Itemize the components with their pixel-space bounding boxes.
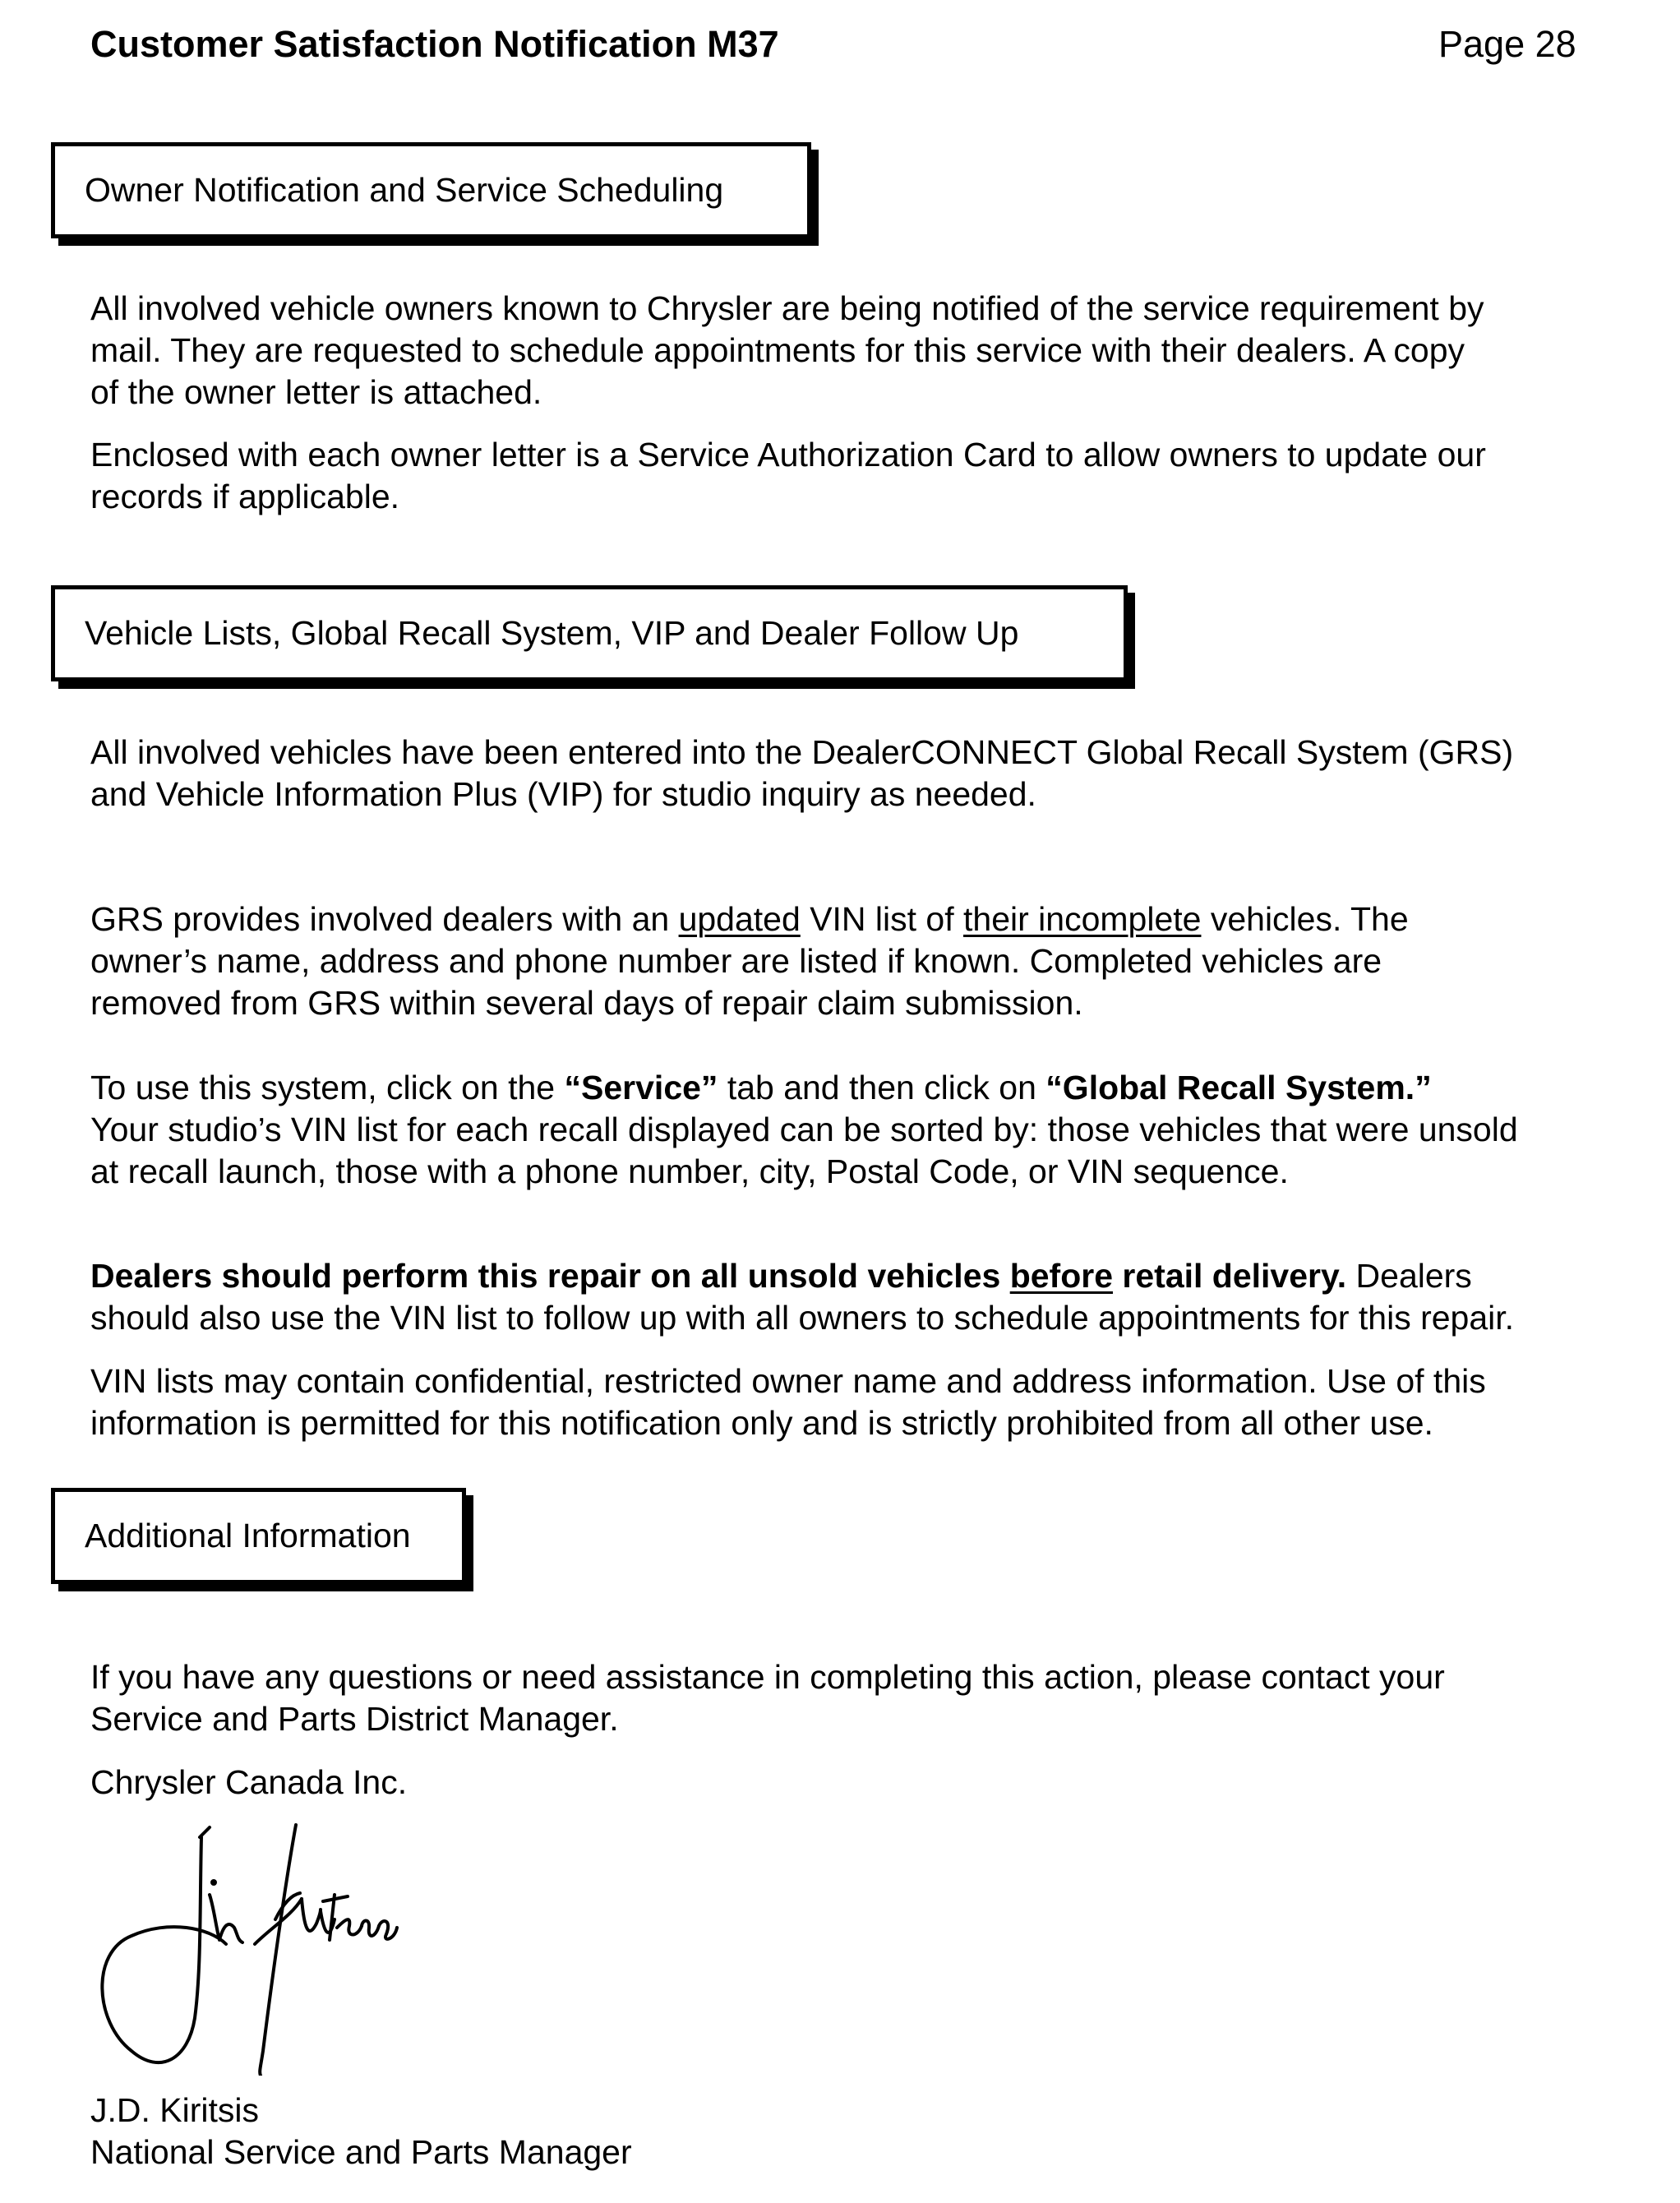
- text-line: information is permitted for this notification only and is strictly prohibited from all other use.: [90, 1404, 1433, 1442]
- paragraph-dealers-perform: [90, 1255, 1514, 1339]
- text-line: at recall launch, those with a phone number, city, Postal Code, or VIN sequence.: [90, 1152, 1289, 1190]
- paragraph-authorization-card: [90, 434, 1486, 518]
- paragraph-grs-entry: [90, 732, 1513, 815]
- text-line: removed from GRS within several days of repair claim submission.: [90, 984, 1083, 1022]
- text-line: To use this system, click on the “Service” tab and then click on “Global Recall System.”: [90, 1069, 1432, 1106]
- text-line: owner’s name, address and phone number are listed if known. Completed vehicles are: [90, 942, 1382, 980]
- paragraph-owner-notification: [90, 288, 1484, 413]
- paragraph-use-system: [90, 1067, 1518, 1193]
- underlined-updated: updated: [678, 900, 801, 938]
- bold-service: “Service”: [564, 1069, 718, 1106]
- text-line: Service and Parts District Manager.: [90, 1700, 619, 1738]
- section-heading-vehicle-lists: [51, 585, 1128, 681]
- document-title: Customer Satisfaction Notification M37: [90, 23, 779, 65]
- paragraph-grs-provides: [90, 898, 1409, 1024]
- text-line: Enclosed with each owner letter is a Service Authorization Card to allow owners to update our: [90, 436, 1486, 473]
- text-line: If you have any questions or need assistance in completing this action, please contact your: [90, 1658, 1445, 1696]
- text-line: VIN lists may contain confidential, restricted owner name and address information. Use of this: [90, 1362, 1486, 1400]
- text-line: records if applicable.: [90, 478, 400, 515]
- section-heading-owner-notification: [51, 142, 811, 238]
- paragraph-contact: [90, 1656, 1445, 1740]
- signatory-title: National Service and Parts Manager: [90, 2133, 632, 2171]
- text-line: mail. They are requested to schedule appointments for this service with their dealers. A copy: [90, 331, 1465, 369]
- signature-image: [86, 1804, 399, 2076]
- company-name: Chrysler Canada Inc.: [90, 1763, 408, 1801]
- section-heading-label: Owner Notification and Service Scheduling: [85, 171, 724, 209]
- text-line: All involved vehicles have been entered into the DealerCONNECT Global Recall System (GRS): [90, 733, 1514, 771]
- paragraph-vin-confidential: [90, 1360, 1486, 1444]
- text-line: should also use the VIN list to follow up with all owners to schedule appointments for this repair.: [90, 1299, 1515, 1337]
- signatory: [90, 2090, 632, 2173]
- bold-global-recall-system: “Global Recall System.”: [1045, 1069, 1432, 1106]
- text-line: of the owner letter is attached.: [90, 373, 542, 411]
- bold-instruction: Dealers should perform this repair on all unsold vehicles before retail delivery.: [90, 1257, 1347, 1295]
- page-number: Page 28: [1438, 23, 1576, 65]
- section-heading-label: Vehicle Lists, Global Recall System, VIP and Dealer Follow Up: [85, 614, 1019, 652]
- underlined-their-incomplete: their incomplete: [963, 900, 1202, 938]
- text-line: Your studio’s VIN list for each recall displayed can be sorted by: those vehicles that were unsold: [90, 1111, 1518, 1148]
- section-heading-label: Additional Information: [85, 1517, 411, 1554]
- text-line: All involved vehicle owners known to Chrysler are being notified of the service requirement by: [90, 289, 1484, 327]
- text-line: GRS provides involved dealers with an updated VIN list of their incomplete vehicles. The: [90, 900, 1409, 938]
- section-heading-additional-info: [51, 1488, 466, 1584]
- text-line: Dealers should perform this repair on all unsold vehicles before retail delivery. Dealers: [90, 1257, 1472, 1295]
- text-line: and Vehicle Information Plus (VIP) for studio inquiry as needed.: [90, 775, 1036, 813]
- signatory-name: J.D. Kiritsis: [90, 2091, 259, 2129]
